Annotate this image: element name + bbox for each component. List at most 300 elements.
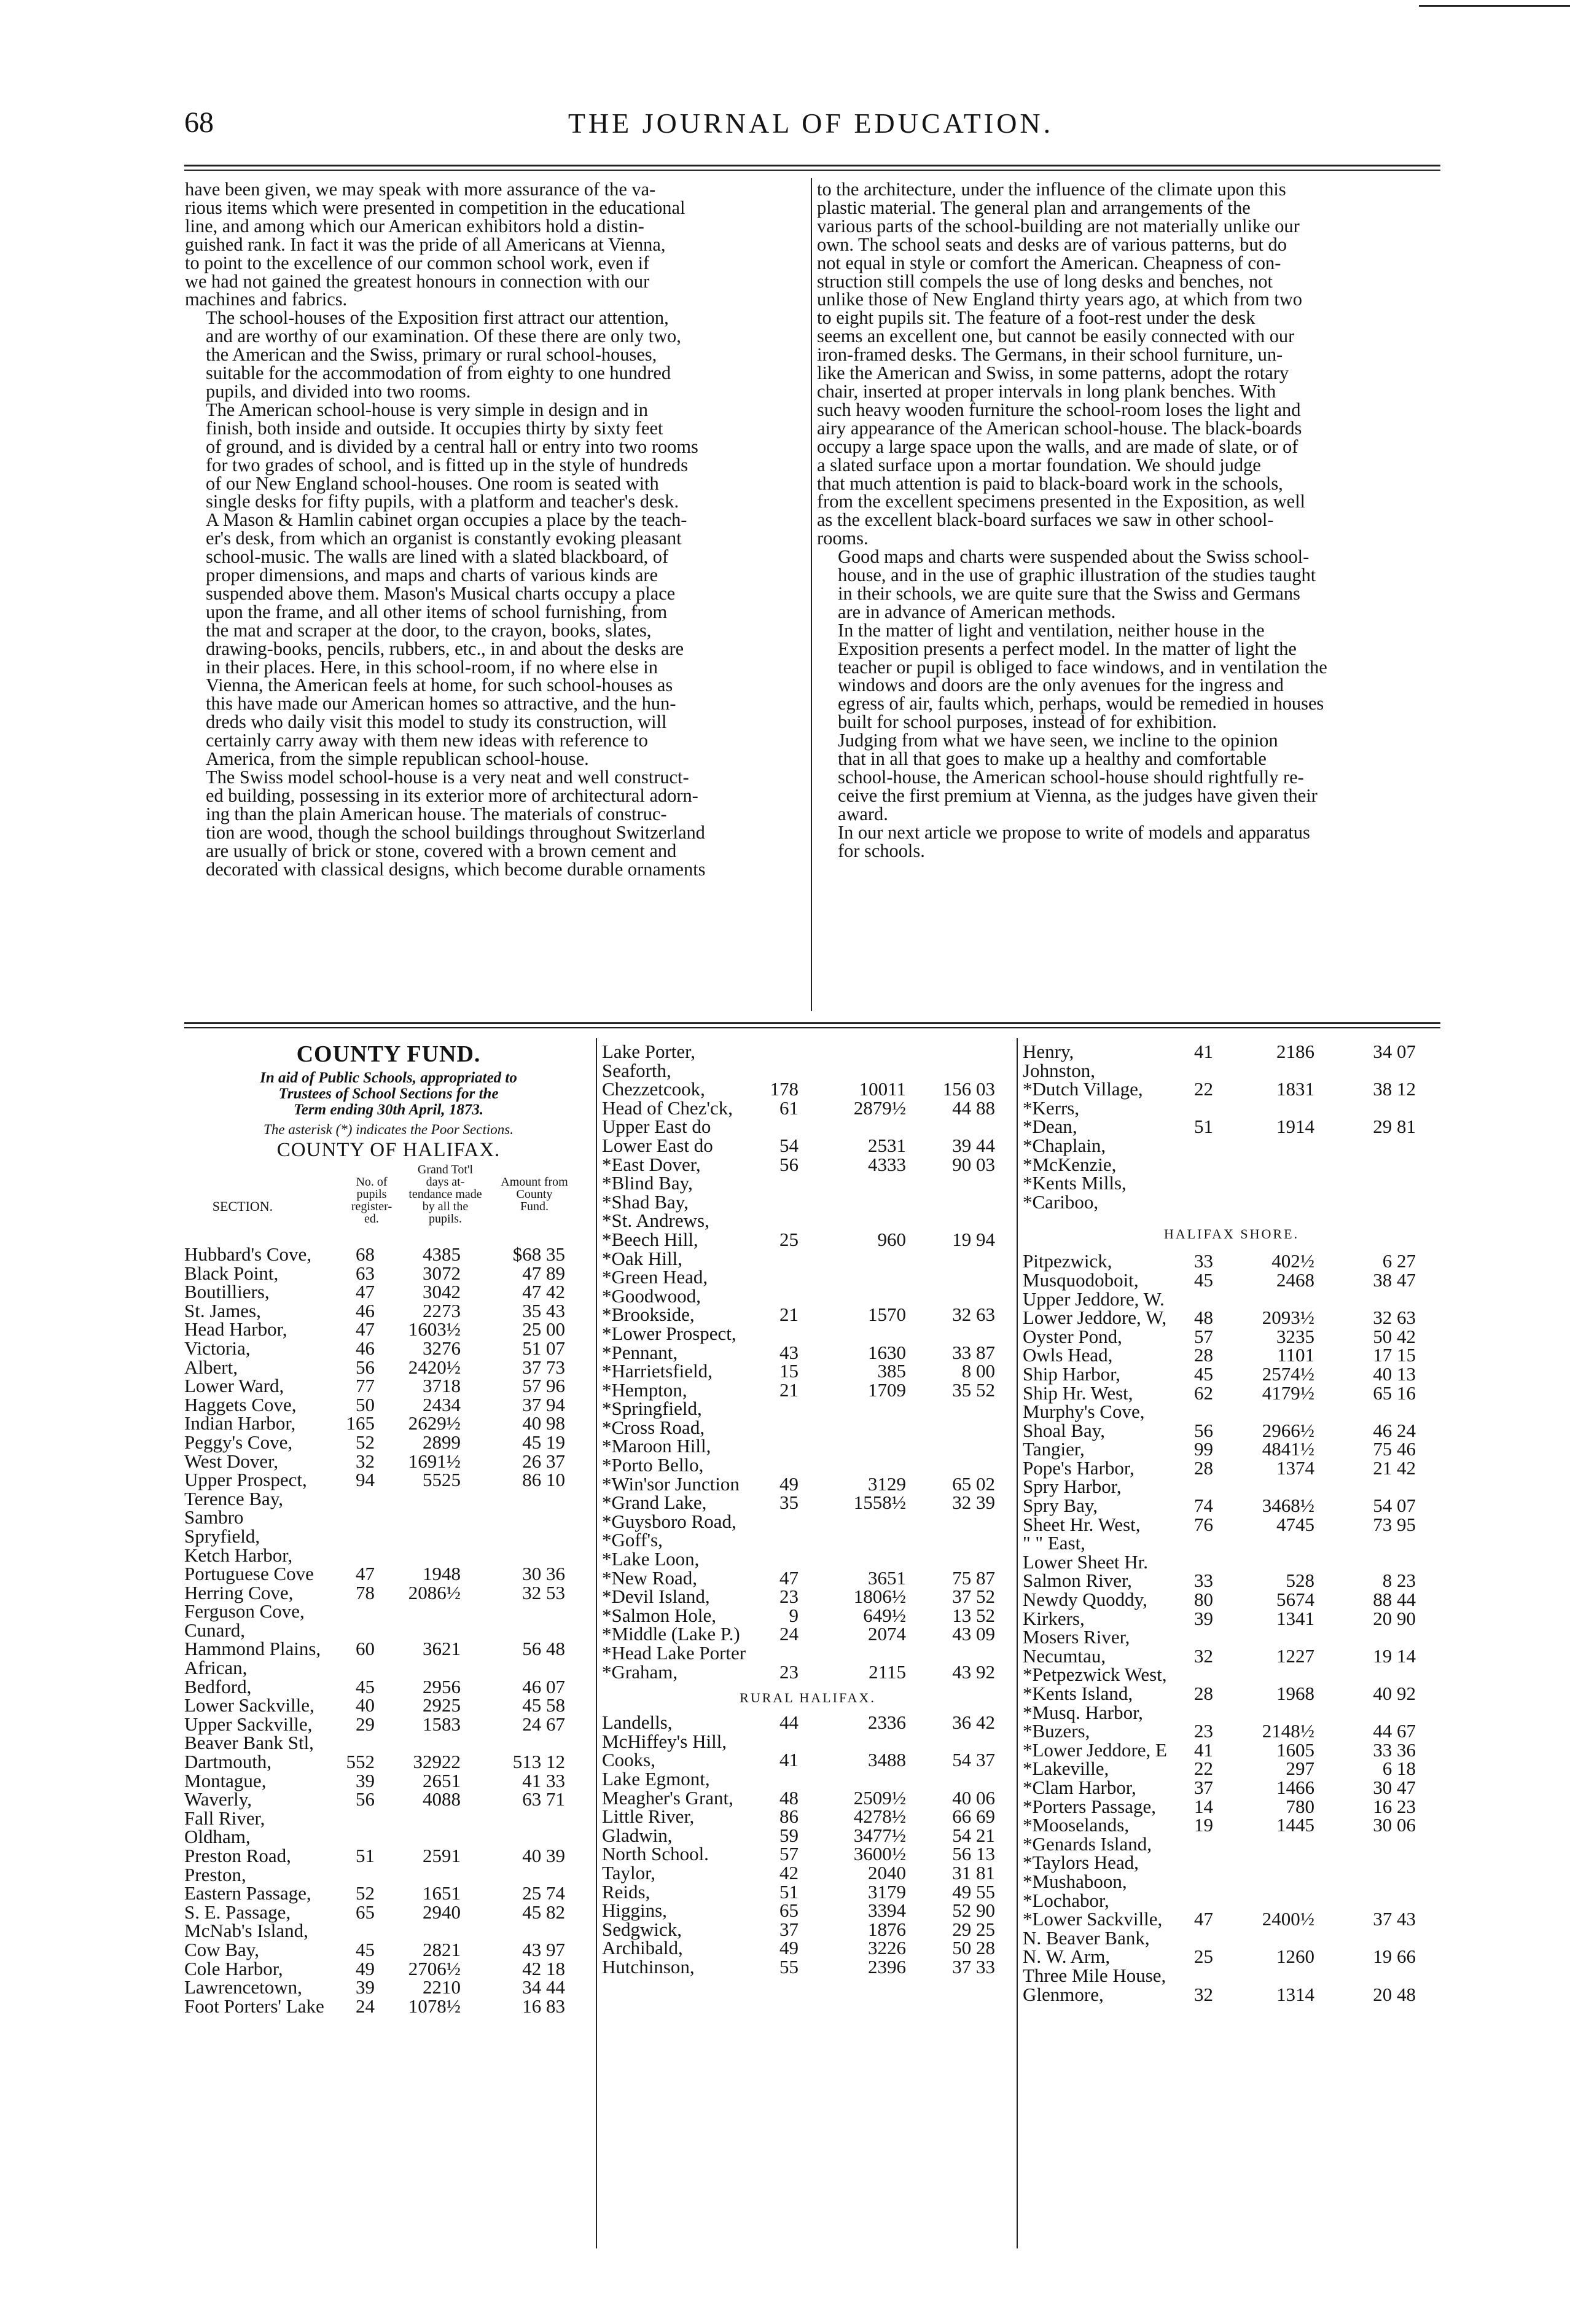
pupils-registered: 56: [356, 1356, 375, 1378]
days-attendance: 2400½: [1262, 1908, 1314, 1930]
days-attendance: 1101: [1277, 1344, 1314, 1366]
days-attendance: 2468: [1276, 1269, 1314, 1291]
table-row: [1023, 1532, 1440, 1554]
days-attendance: 3226: [868, 1937, 906, 1959]
header-attendance: Grand Tot'l days at-tendance made by all the pupils.: [408, 1163, 482, 1226]
amount-paid: 46 07: [522, 1675, 565, 1697]
table-row: [602, 1360, 1013, 1382]
days-attendance: 2186: [1276, 1041, 1314, 1062]
section-name: *East Dover,: [602, 1153, 701, 1175]
pupils-registered: 33: [1194, 1570, 1213, 1592]
pupils-registered: 74: [1194, 1495, 1213, 1517]
amount-paid: 63 71: [522, 1788, 565, 1810]
section-name: *Mooselands,: [1023, 1814, 1130, 1836]
pupils-registered: 32: [356, 1450, 375, 1472]
section-name: Chezzetcook,: [602, 1078, 705, 1100]
amount-paid: 13 52: [952, 1604, 995, 1626]
days-attendance: 780: [1286, 1795, 1314, 1817]
section-name: African,: [184, 1657, 248, 1679]
amount-paid: 39 44: [952, 1134, 995, 1156]
days-attendance: 3129: [868, 1473, 906, 1495]
amount-paid: 43 09: [952, 1623, 995, 1645]
section-name: Spry Bay,: [1023, 1495, 1098, 1517]
section-name: *Head Lake Porter: [602, 1642, 746, 1664]
pupils-registered: 40: [356, 1694, 375, 1716]
section-name: *Guysboro Road,: [602, 1510, 736, 1532]
amount-paid: 37 33: [952, 1955, 995, 1978]
pupils-registered: 59: [779, 1824, 799, 1846]
amount-paid: 44 88: [952, 1097, 995, 1119]
table-row: [1023, 1589, 1440, 1611]
table-row: [1023, 1626, 1440, 1648]
article-line: to eight pupils sit. The feature of a foot-rest under the desk: [817, 307, 1256, 329]
article-line: teacher or pupil is obliged to face windows, and in ventilation the: [838, 656, 1327, 678]
corner-rule: [1419, 5, 1570, 7]
amount-paid: 45 19: [522, 1431, 565, 1453]
section-name: *Springfield,: [602, 1398, 702, 1420]
table-row: [602, 1435, 1013, 1457]
days-attendance: 2093½: [1262, 1307, 1314, 1329]
table-row: [602, 1786, 1013, 1809]
table-row: [1023, 1908, 1440, 1930]
table-row: [184, 1619, 593, 1641]
section-name: *Beech Hill,: [602, 1228, 698, 1250]
days-attendance: 2651: [423, 1769, 461, 1791]
amount-paid: 37 52: [952, 1586, 995, 1608]
pupils-registered: 56: [779, 1153, 799, 1175]
table-row: [1023, 1984, 1440, 2003]
amount-paid: 40 92: [1373, 1683, 1416, 1704]
section-name: *Devil Island,: [602, 1586, 710, 1608]
days-attendance: 2706½: [408, 1957, 461, 1979]
days-attendance: 2591: [423, 1845, 461, 1866]
days-attendance: 1709: [868, 1379, 906, 1401]
pupils-registered: 86: [779, 1806, 799, 1828]
table-row: [602, 1919, 1013, 1938]
days-attendance: 32922: [413, 1751, 461, 1773]
amount-paid: 43 92: [952, 1661, 995, 1683]
fund-subtitle-line: In aid of Public Schools, appropriated to: [260, 1070, 517, 1086]
article-line: built for school purposes, instead of for exhibition.: [838, 711, 1217, 733]
table-row: [184, 1638, 593, 1660]
article-line: guished rank. In fact it was the pride of all Americans at Vienna,: [185, 233, 666, 255]
header-rule-bottom: [184, 170, 1440, 171]
table-row: [1023, 1814, 1440, 1836]
table-row: [1023, 1476, 1440, 1498]
section-name: Ketch Harbor,: [184, 1544, 293, 1566]
section-name: *Shad Bay,: [602, 1191, 689, 1213]
days-attendance: 1227: [1276, 1645, 1314, 1667]
pupils-registered: 54: [779, 1134, 799, 1156]
table-row: [602, 1417, 1013, 1436]
table-row: [602, 1248, 1013, 1267]
days-attendance: 1605: [1276, 1739, 1314, 1761]
days-attendance: 2966½: [1262, 1419, 1314, 1441]
article-line: to the architecture, under the influence of the climate upon this: [817, 179, 1286, 200]
table-row: [1023, 1871, 1440, 1890]
pupils-registered: 57: [779, 1843, 799, 1865]
section-name: *Genards Island,: [1023, 1833, 1152, 1855]
article-paragraph: [185, 769, 805, 878]
pupils-registered: 21: [779, 1304, 799, 1326]
pupils-registered: 46: [356, 1299, 375, 1321]
pupils-registered: 47: [1194, 1908, 1213, 1930]
days-attendance: 1583: [423, 1713, 461, 1735]
table-row: [602, 1454, 1013, 1476]
days-attendance: 10011: [859, 1078, 906, 1100]
days-attendance: 528: [1286, 1570, 1314, 1592]
article-paragraph: [817, 548, 1440, 622]
days-attendance: 2210: [423, 1976, 461, 1998]
days-attendance: 2629½: [408, 1412, 461, 1434]
section-name: Dartmouth,: [184, 1751, 272, 1773]
pupils-registered: 80: [1194, 1589, 1213, 1611]
table-row: [184, 1318, 593, 1340]
article-line: finish, both inside and outside. It occupies thirty by sixty feet: [206, 417, 663, 439]
table-row: [184, 1544, 593, 1566]
article-line: that much attention is paid to black-board work in the schools,: [817, 472, 1283, 494]
table-row: [602, 1642, 1013, 1664]
article-line: and are worthy of our examination. Of these there are only two,: [206, 326, 681, 347]
article-line: Judging from what we have seen, we incline to the opinion: [838, 730, 1278, 751]
table-row: [184, 1525, 593, 1547]
table-row: [1023, 1363, 1440, 1385]
article-left-column: [185, 181, 805, 878]
pupils-registered: 47: [356, 1281, 375, 1303]
section-name: Lower Ward,: [184, 1375, 284, 1397]
section-name: Sedgwick,: [602, 1918, 682, 1940]
table-row: [1023, 1060, 1440, 1079]
pupils-registered: 48: [1194, 1307, 1213, 1329]
pupils-registered: 22: [1194, 1758, 1213, 1780]
article-line: of ground, and is divided by a central hall or entry into two rooms: [206, 436, 698, 457]
pupils-registered: 28: [1194, 1683, 1213, 1704]
table-row: [1023, 1041, 1440, 1060]
section-name: *Harrietsfield,: [602, 1360, 713, 1382]
days-attendance: 1831: [1276, 1078, 1314, 1100]
amount-paid: 29 81: [1373, 1116, 1416, 1138]
days-attendance: 385: [877, 1360, 906, 1382]
section-name: Head Harbor,: [184, 1318, 287, 1340]
days-attendance: 1691½: [408, 1450, 461, 1472]
section-name: Foot Porters' Lake: [184, 1995, 324, 2017]
section-name: *Kerrs,: [1023, 1097, 1080, 1119]
section-name: *New Road,: [602, 1567, 697, 1589]
article-line: in their places. Here, in this school-room, if no where else in: [206, 656, 658, 678]
article-line: ing than the plain American house. The materials of construc-: [206, 803, 667, 824]
table-row: [602, 1342, 1013, 1361]
article-line: unlike those of New England thirty years ago, at which from two: [817, 289, 1302, 310]
pupils-registered: 63: [356, 1262, 375, 1284]
article-line: In our next article we propose to write of models and apparatus: [838, 821, 1310, 843]
pupils-registered: 47: [356, 1563, 375, 1585]
section-name: *Clam Harbor,: [1023, 1776, 1136, 1798]
section-name: *Graham,: [602, 1661, 678, 1683]
article-line: the American and the Swiss, primary or rural school-houses,: [206, 344, 657, 366]
amount-paid: 26 37: [522, 1450, 565, 1472]
article-line: iron-framed desks. The Germans, in their school furniture, un-: [817, 344, 1283, 366]
page-number: 68: [184, 106, 214, 139]
table-row: [1023, 1116, 1440, 1138]
table-row: [602, 1567, 1013, 1589]
table-row: [184, 1751, 593, 1773]
article-line: The Swiss model school-house is a very neat and well construct-: [206, 767, 689, 788]
rural-halifax-heading: RURAL HALIFAX.: [740, 1690, 876, 1706]
amount-paid: 54 21: [952, 1824, 995, 1846]
table-row: [184, 1995, 593, 2017]
table-row: [184, 1958, 593, 1977]
article-line: line, and among which our American exhibitors hold a distin-: [185, 215, 644, 237]
pupils-registered: 62: [1194, 1382, 1213, 1404]
table-row: [1023, 1457, 1440, 1479]
section-name: Lower East do: [602, 1134, 713, 1156]
section-name: Lower Sackville,: [184, 1694, 314, 1716]
table-row: [602, 1843, 1013, 1865]
section-name: Black Point,: [184, 1262, 279, 1284]
article-line: The school-houses of the Exposition first attract our attention,: [206, 307, 669, 329]
pupils-registered: 51: [779, 1880, 799, 1903]
header-rule-top: [184, 165, 1440, 166]
section-name: *Cariboo,: [1023, 1191, 1099, 1213]
article-line: tion are wood, though the school buildings throughout Switzerland: [206, 821, 705, 843]
fund-table-column-3: [1023, 1041, 1440, 2005]
days-attendance: 4385: [423, 1243, 461, 1265]
days-attendance: 3179: [868, 1880, 906, 1903]
amount-paid: 45 58: [522, 1694, 565, 1716]
section-name: Lower Jeddore, W,: [1023, 1307, 1167, 1329]
section-name: Lower Sheet Hr.: [1023, 1551, 1149, 1573]
section-name: Hubbard's Cove,: [184, 1243, 312, 1265]
amount-paid: 6 18: [1382, 1758, 1416, 1780]
section-name: Albert,: [184, 1356, 238, 1378]
section-name: Sheet Hr. West,: [1023, 1513, 1141, 1535]
amount-paid: 50 28: [952, 1937, 995, 1959]
amount-paid: 44 67: [1373, 1720, 1416, 1742]
section-name: Little River,: [602, 1806, 695, 1828]
days-attendance: 1651: [423, 1882, 461, 1904]
days-attendance: 4179½: [1262, 1382, 1314, 1404]
days-attendance: 1968: [1276, 1683, 1314, 1704]
section-name: Cooks,: [602, 1749, 655, 1771]
table-row: [1023, 1344, 1440, 1366]
section-name: Oldham,: [184, 1826, 251, 1848]
section-name: Haggets Cove,: [184, 1393, 297, 1415]
section-name: *Blind Bay,: [602, 1172, 693, 1194]
table-row: [184, 1356, 593, 1378]
article-paragraph: [185, 401, 805, 769]
pupils-registered: 32: [1194, 1645, 1213, 1667]
days-attendance: 4745: [1276, 1513, 1314, 1535]
section-name: *Oak Hill,: [602, 1247, 682, 1269]
section-name: *Chaplain,: [1023, 1134, 1106, 1156]
pupils-registered: 23: [779, 1661, 799, 1683]
amount-paid: 25 00: [522, 1318, 565, 1340]
table-row: [1023, 1420, 1440, 1439]
pupils-registered: 42: [779, 1861, 799, 1884]
amount-paid: 33 87: [952, 1341, 995, 1363]
section-name: Upper Prospect,: [184, 1469, 307, 1491]
amount-paid: $68 35: [512, 1243, 565, 1265]
amount-paid: 73 95: [1373, 1513, 1416, 1535]
page-header: [184, 106, 1437, 149]
table-row: [184, 1788, 593, 1810]
section-name: Glenmore,: [1023, 1983, 1104, 2005]
fund-title: COUNTY FUND.: [296, 1041, 481, 1067]
pupils-registered: 45: [356, 1938, 375, 1960]
section-name: *Porto Bello,: [602, 1454, 704, 1476]
pupils-registered: 165: [346, 1412, 375, 1434]
table-row: [184, 1939, 593, 1958]
section-name: *Mushaboon,: [1023, 1870, 1127, 1892]
pupils-registered: 552: [346, 1751, 375, 1773]
table-row: [1023, 1833, 1440, 1855]
amount-paid: 75 87: [952, 1567, 995, 1589]
section-name: Oyster Pond,: [1023, 1325, 1122, 1347]
pupils-registered: 49: [356, 1957, 375, 1979]
article-line: decorated with classical designs, which become durable ornaments: [206, 858, 706, 880]
amount-paid: 29 25: [952, 1918, 995, 1940]
section-name: Beaver Bank Stl,: [184, 1732, 314, 1754]
days-attendance: 1445: [1276, 1814, 1314, 1836]
section-name: Reids,: [602, 1880, 650, 1903]
section-name: Preston,: [184, 1863, 246, 1885]
table-row: [602, 1285, 1013, 1307]
table-row: [602, 1210, 1013, 1232]
table-row: [184, 1243, 593, 1265]
article-line: chair, inserted at proper intervals in long plank benches. With: [817, 380, 1276, 402]
section-name: Herring Cove,: [184, 1581, 294, 1603]
section-name: Three Mile House,: [1023, 1964, 1166, 1986]
table-row: [602, 1473, 1013, 1495]
pupils-registered: 47: [356, 1318, 375, 1340]
table-row: [1023, 1495, 1440, 1517]
section-name: N. Beaver Bank,: [1023, 1927, 1150, 1949]
table-row: [602, 1712, 1013, 1734]
section-name: *Lower Sackville,: [1023, 1908, 1163, 1930]
days-attendance: 1914: [1276, 1116, 1314, 1138]
table-row: [602, 1398, 1013, 1420]
section-name: *Middle (Lake P.): [602, 1623, 740, 1645]
days-attendance: 2574½: [1262, 1363, 1314, 1385]
section-name: Henry,: [1023, 1041, 1074, 1062]
article-line: egress of air, faults which, perhaps, would be remedied in houses: [838, 693, 1324, 714]
column-headers: [184, 1164, 593, 1243]
days-attendance: 3072: [423, 1262, 461, 1284]
section-name: McNab's Island,: [184, 1920, 308, 1942]
article-line: plastic material. The general plan and arrangements of the: [817, 197, 1251, 218]
table-row: [184, 1262, 593, 1284]
table-row: [184, 1469, 593, 1491]
table-row: [1023, 1307, 1440, 1329]
table-row: [602, 1191, 1013, 1213]
article-line: of our New England school-houses. One room is seated with: [206, 472, 659, 494]
days-attendance: 3477½: [853, 1824, 906, 1846]
section-name: *Pennant,: [602, 1341, 678, 1363]
article-line: Exposition presents a perfect model. In the matter of light the: [838, 638, 1297, 659]
table-row: [1023, 1382, 1440, 1404]
section-name: *Maroon Hill,: [602, 1435, 711, 1457]
days-attendance: 3651: [868, 1567, 906, 1589]
section-name: Upper Sackville,: [184, 1713, 313, 1735]
table-row: [184, 1901, 593, 1923]
amount-paid: 32 39: [952, 1492, 995, 1514]
section-name: *Dean,: [1023, 1116, 1077, 1138]
days-attendance: 3468½: [1262, 1495, 1314, 1517]
table-row: [602, 1825, 1013, 1844]
pupils-registered: 23: [779, 1586, 799, 1608]
section-name: Lawrencetown,: [184, 1976, 302, 1998]
table-row: [1023, 1758, 1440, 1780]
section-name: Spry Harbor,: [1023, 1476, 1122, 1498]
amount-paid: 513 12: [512, 1751, 565, 1773]
article-line: pupils, and divided into two rooms.: [206, 380, 471, 402]
table-row: [184, 1826, 593, 1848]
days-attendance: 2531: [868, 1134, 906, 1156]
amount-paid: 32 53: [522, 1581, 565, 1603]
section-name: Fall River,: [184, 1807, 265, 1829]
article-line: single desks for fifty pupils, with a platform and teacher's desk.: [206, 491, 679, 512]
section-name: Necumtau,: [1023, 1645, 1106, 1667]
section-name: N. W. Arm,: [1023, 1946, 1111, 1968]
table-row: [1023, 1154, 1440, 1173]
table-row: [1023, 1890, 1440, 1909]
table-row: [184, 1563, 593, 1585]
article-line: windows and doors are the only avenues for the ingress and: [838, 675, 1284, 696]
section-name: *Brookside,: [602, 1304, 695, 1326]
table-rule-2: [1017, 1038, 1018, 2248]
amount-paid: 16 83: [522, 1995, 565, 2017]
amount-paid: 19 14: [1373, 1645, 1416, 1667]
section-name: Upper East do: [602, 1116, 711, 1138]
section-name: *Lower Jeddore, E: [1023, 1739, 1167, 1761]
pupils-registered: 178: [770, 1078, 799, 1100]
section-name: Pitpezwick,: [1023, 1250, 1112, 1272]
table-row: [184, 1882, 593, 1904]
pupils-registered: 39: [356, 1976, 375, 1998]
amount-paid: 40 98: [522, 1412, 565, 1434]
pupils-registered: 76: [1194, 1513, 1213, 1535]
days-attendance: 2040: [868, 1861, 906, 1884]
article-paragraph: [817, 181, 1440, 548]
section-name: *Lochabor,: [1023, 1889, 1109, 1911]
amount-paid: 41 33: [522, 1769, 565, 1791]
amount-paid: 30 36: [522, 1563, 565, 1585]
days-attendance: 2940: [423, 1901, 461, 1923]
pupils-registered: 49: [779, 1473, 799, 1495]
amount-paid: 47 42: [522, 1281, 565, 1303]
table-row: [1023, 1172, 1440, 1194]
days-attendance: 3042: [423, 1281, 461, 1303]
county-heading: COUNTY OF HALIFAX.: [276, 1139, 501, 1161]
article-paragraph: [817, 821, 1440, 861]
amount-paid: 20 90: [1373, 1607, 1416, 1629]
pupils-registered: 45: [1194, 1363, 1213, 1385]
table-row: [184, 1506, 593, 1528]
table-row: [184, 1864, 593, 1883]
article-line: ed building, possessing in its exterior more of architectural adorn-: [206, 784, 698, 806]
article-line: The American school-house is very simple in design and in: [206, 399, 648, 420]
pupils-registered: 32: [1194, 1983, 1213, 2005]
table-row: [602, 1492, 1013, 1514]
days-attendance: 4333: [868, 1153, 906, 1175]
pupils-registered: 52: [356, 1882, 375, 1904]
table-row: [184, 1337, 593, 1359]
section-name: Tangier,: [1023, 1438, 1085, 1460]
article-line: suitable for the accommodation of from eighty to one hundred: [206, 362, 671, 384]
section-name: Landells,: [602, 1712, 673, 1734]
amount-paid: 34 44: [522, 1976, 565, 1998]
pupils-registered: 52: [356, 1431, 375, 1453]
